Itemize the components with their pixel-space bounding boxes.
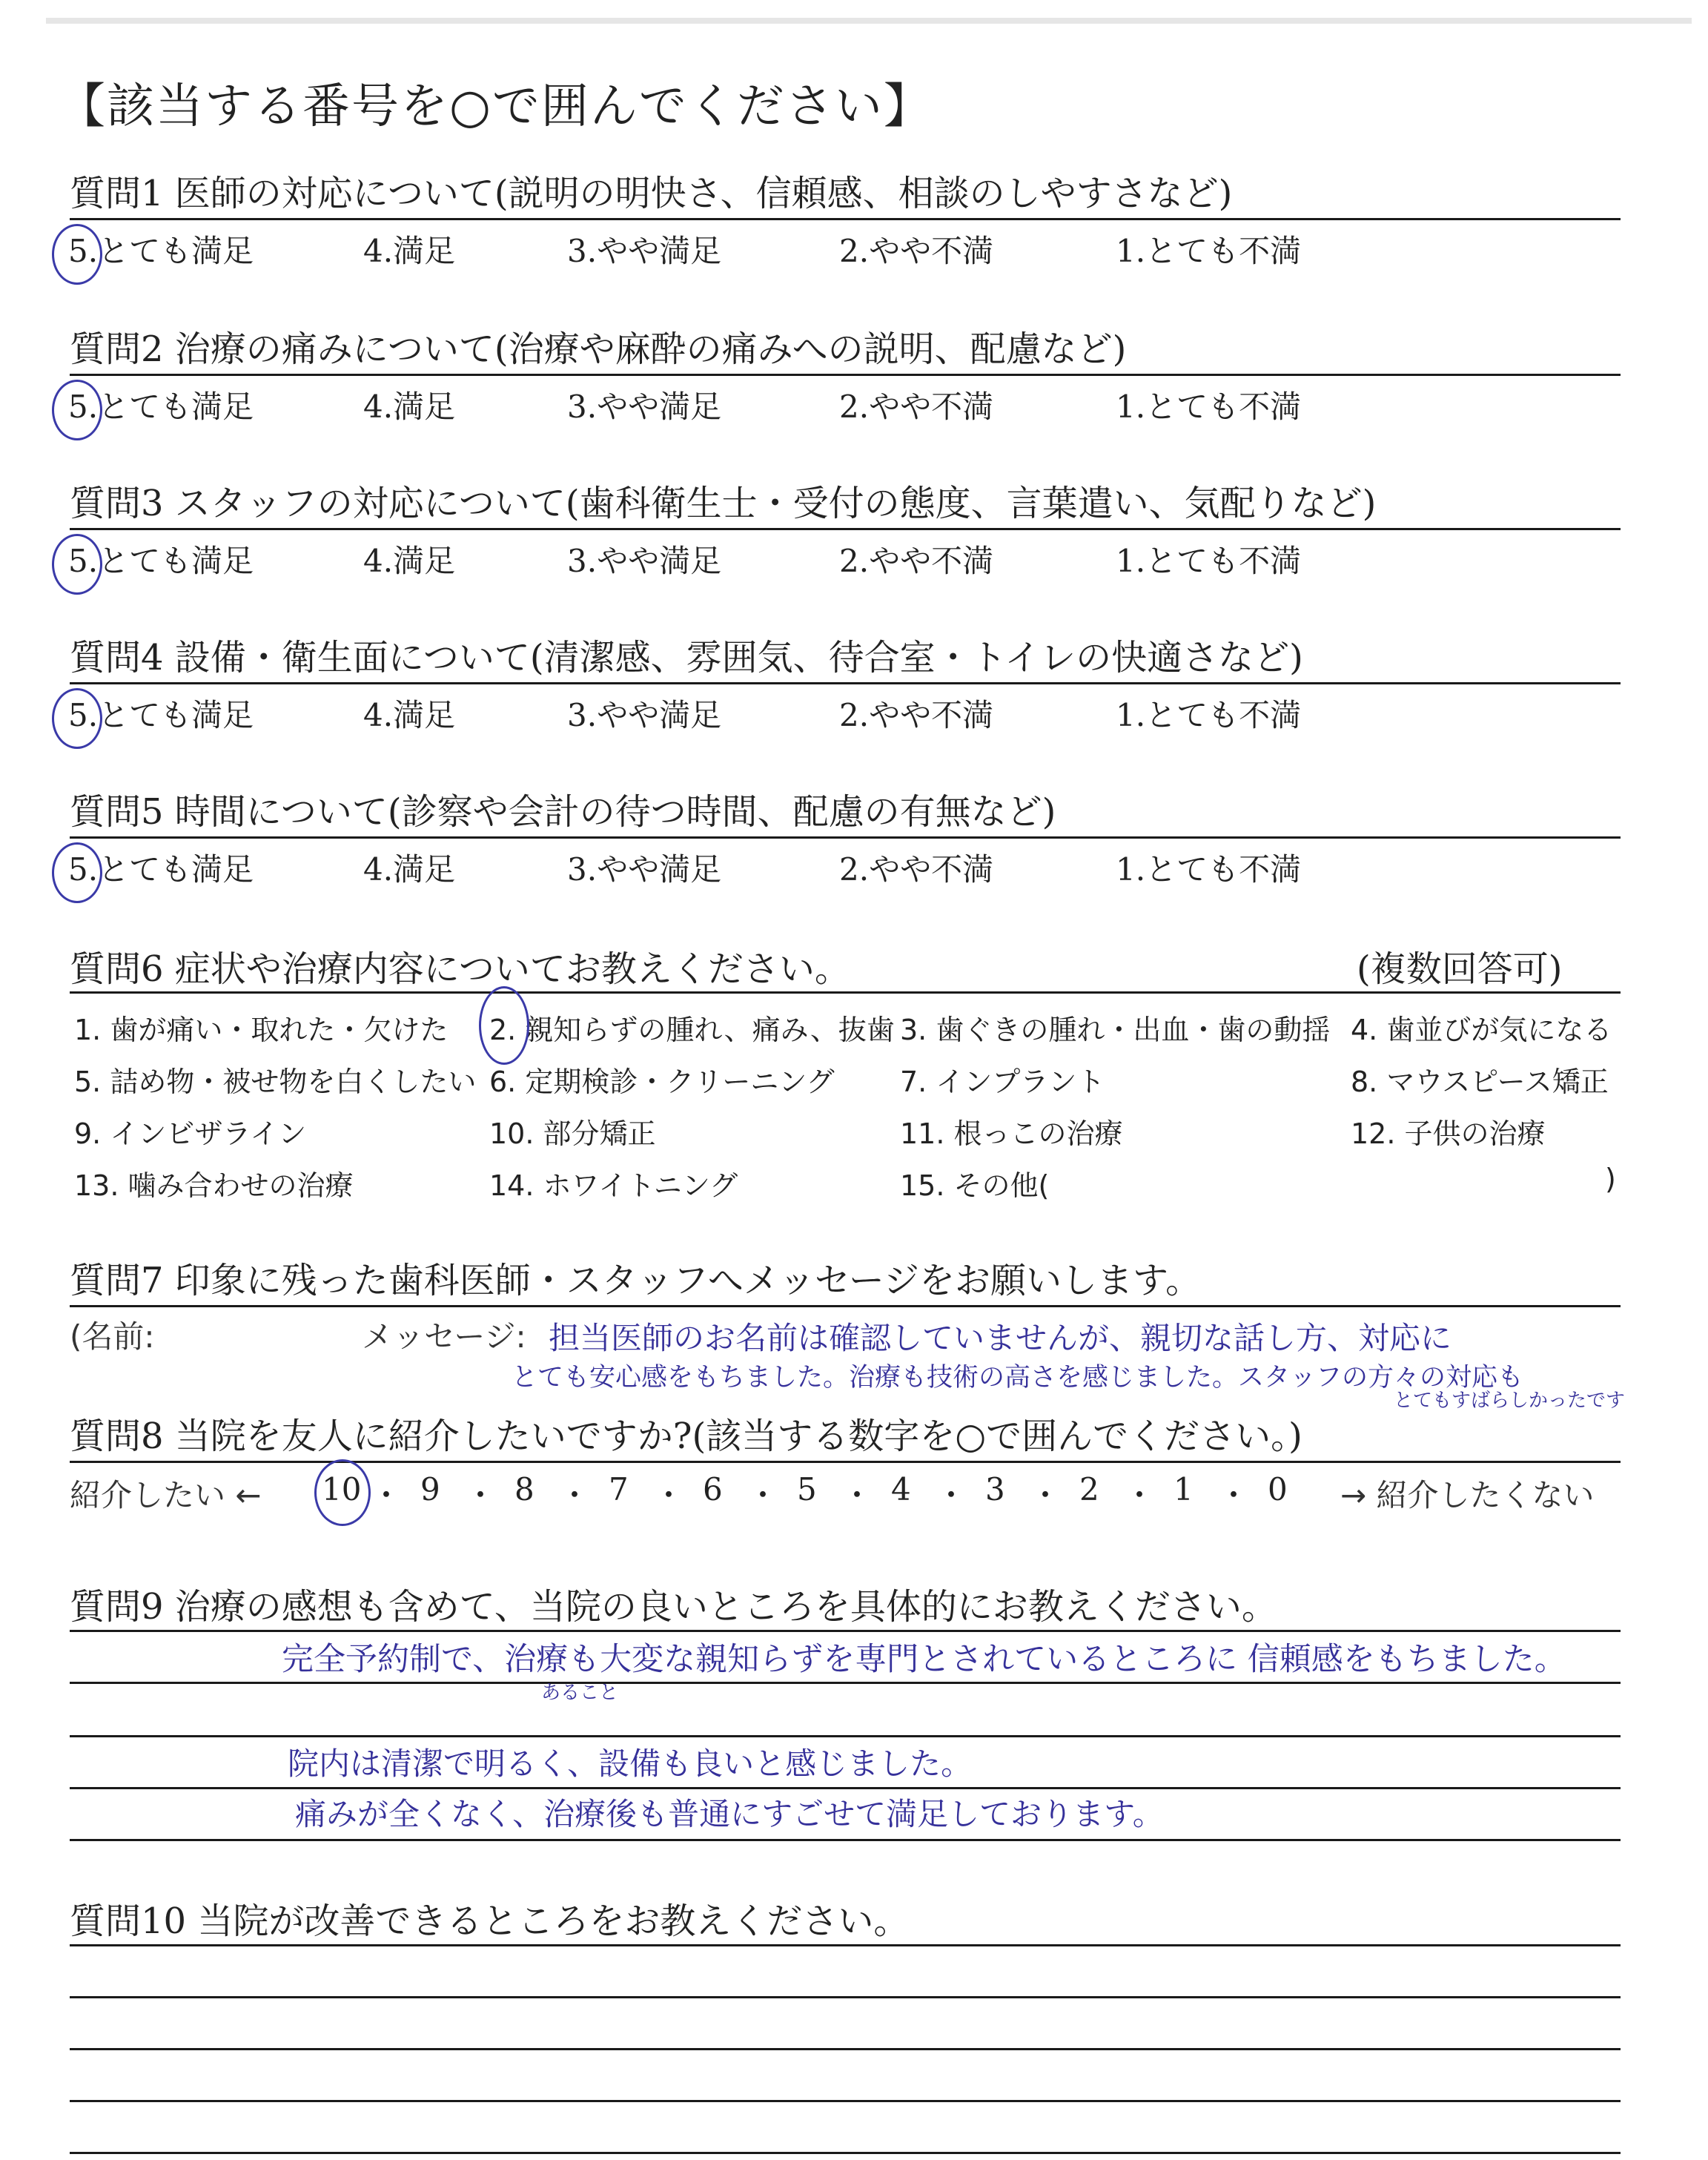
q6-option-6[interactable]: 6. 定期検診・クリーニング — [489, 1066, 835, 1098]
q9-handwriting-insert: あること — [541, 1682, 619, 1704]
q1-option-1[interactable]: 1.とても不満 — [1116, 233, 1302, 269]
q10-rule-3 — [70, 2048, 1621, 2050]
q6-option-13[interactable]: 13. 噛み合わせの治療 — [74, 1169, 354, 1202]
q5-rule — [70, 836, 1621, 839]
q9-rule-2 — [70, 1682, 1621, 1684]
q8-rule — [70, 1461, 1621, 1463]
q1-option-4[interactable]: 4.満足 — [363, 233, 456, 269]
q3-option-4[interactable]: 4.満足 — [363, 543, 456, 579]
q8-separator: ・ — [1030, 1477, 1062, 1513]
q3-option-2[interactable]: 2.やや不満 — [839, 543, 994, 579]
q4-option-3[interactable]: 3.やや満足 — [567, 697, 722, 733]
q8-number-1[interactable]: 1 — [1174, 1471, 1194, 1507]
q7-rule — [70, 1305, 1621, 1307]
q4-option-4[interactable]: 4.満足 — [363, 697, 456, 733]
q6-option-8[interactable]: 8. マウスピース矯正 — [1351, 1066, 1609, 1098]
q4-answer-circle — [52, 688, 102, 749]
q9-rule-1 — [70, 1630, 1621, 1632]
q8-separator: ・ — [936, 1477, 967, 1513]
q1-option-5[interactable]: 5.とても満足 — [68, 233, 254, 269]
q10-rule-1 — [70, 1944, 1621, 1946]
q4-rule — [70, 682, 1621, 684]
q8-separator: ・ — [371, 1477, 403, 1513]
q2-option-5[interactable]: 5.とても満足 — [68, 389, 254, 425]
q8-right-label: → 紹介したくない — [1340, 1477, 1595, 1513]
q2-option-2[interactable]: 2.やや不満 — [839, 389, 994, 425]
q8-heading: 質問8 当院を友人に紹介したいですか?(該当する数字を○で囲んでください。) — [70, 1416, 1302, 1457]
q9-rule-3 — [70, 1735, 1621, 1737]
q8-separator: ・ — [465, 1477, 497, 1513]
q6-option-10[interactable]: 10. 部分矯正 — [489, 1117, 656, 1150]
q7-name-label: (名前: — [70, 1318, 155, 1355]
q2-option-1[interactable]: 1.とても不満 — [1116, 389, 1302, 425]
q8-number-5[interactable]: 5 — [797, 1471, 817, 1507]
q8-number-10[interactable]: 10 — [322, 1471, 362, 1507]
q4-heading: 質問4 設備・衛生面について(清潔感、雰囲気、待合室・トイレの快適さなど) — [70, 637, 1303, 678]
q1-rule — [70, 218, 1621, 220]
q3-heading: 質問3 スタッフの対応について(歯科衛生士・受付の態度、言葉遣い、気配りなど) — [70, 483, 1377, 524]
q2-option-3[interactable]: 3.やや満足 — [567, 389, 722, 425]
q6-option-11[interactable]: 11. 根っこの治療 — [900, 1117, 1123, 1150]
q5-option-4[interactable]: 4.満足 — [363, 851, 456, 888]
q6-option-5[interactable]: 5. 詰め物・被せ物を白くしたい — [74, 1066, 477, 1098]
q3-option-3[interactable]: 3.やや満足 — [567, 543, 722, 579]
q6-option-14[interactable]: 14. ホワイトニング — [489, 1169, 738, 1202]
q8-number-4[interactable]: 4 — [891, 1471, 911, 1507]
q1-option-3[interactable]: 3.やや満足 — [567, 233, 722, 269]
q5-option-3[interactable]: 3.やや満足 — [567, 851, 722, 888]
q8-separator: ・ — [1218, 1477, 1250, 1513]
q6-option-9[interactable]: 9. インビザライン — [74, 1117, 307, 1150]
q3-option-5[interactable]: 5.とても満足 — [68, 543, 254, 579]
q9-handwriting-line-2: 院内は清潔で明るく、設備も良いと感じました。 — [288, 1745, 973, 1782]
q8-number-8[interactable]: 8 — [514, 1471, 534, 1507]
q4-option-1[interactable]: 1.とても不満 — [1116, 697, 1302, 733]
q9-rule-4 — [70, 1787, 1621, 1789]
q10-rule-4 — [70, 2100, 1621, 2102]
q2-option-4[interactable]: 4.満足 — [363, 389, 456, 425]
q3-option-1[interactable]: 1.とても不満 — [1116, 543, 1302, 579]
q10-rule-2 — [70, 1996, 1621, 1998]
q9-handwriting-line-1: 完全予約制で、治療も大変な親知らずを専門とされているところに 信頼感をもちました。 — [282, 1641, 1566, 1678]
q3-rule — [70, 528, 1621, 530]
q6-answer-circle-2 — [479, 986, 529, 1065]
q8-number-3[interactable]: 3 — [985, 1471, 1005, 1507]
q2-heading: 質問2 治療の痛みについて(治療や麻酔の痛みへの説明、配慮など) — [70, 328, 1127, 370]
q6-option-15[interactable]: 15. その他( — [900, 1169, 1050, 1202]
q7-handwriting-line-2: とても安心感をもちました。治療も技術の高さを感じました。スタッフの方々の対応も — [512, 1363, 1524, 1393]
q6-heading: 質問6 症状や治療内容についてお教えください。 — [70, 948, 850, 990]
q10-heading: 質問10 当院が改善できるところをお教えください。 — [70, 1900, 910, 1942]
q8-number-9[interactable]: 9 — [420, 1471, 440, 1507]
q7-message-label: メッセージ: — [362, 1318, 526, 1355]
q8-separator: ・ — [841, 1477, 873, 1513]
q6-option-3[interactable]: 3. 歯ぐきの腫れ・出血・歯の動揺 — [900, 1014, 1331, 1046]
q1-option-2[interactable]: 2.やや不満 — [839, 233, 994, 269]
q5-option-1[interactable]: 1.とても不満 — [1116, 851, 1302, 888]
q10-rule-5 — [70, 2152, 1621, 2154]
q8-answer-circle — [314, 1459, 371, 1526]
q5-heading: 質問5 時間について(診察や会計の待つ時間、配慮の有無など) — [70, 791, 1056, 833]
q9-handwriting-line-3: 痛みが全くなく、治療後も普通にすごせて満足しております。 — [295, 1796, 1164, 1832]
q8-separator: ・ — [653, 1477, 685, 1513]
q2-answer-circle — [52, 380, 102, 440]
q8-number-6[interactable]: 6 — [703, 1471, 723, 1507]
q6-option-12[interactable]: 12. 子供の治療 — [1351, 1117, 1546, 1150]
q8-number-2[interactable]: 2 — [1079, 1471, 1099, 1507]
q8-left-label: 紹介したい ← — [70, 1477, 262, 1513]
q6-option-4[interactable]: 4. 歯並びが気になる — [1351, 1014, 1612, 1046]
q9-heading: 質問9 治療の感想も含めて、当院の良いところを具体的にお教えください。 — [70, 1586, 1277, 1628]
q9-rule-5 — [70, 1839, 1621, 1841]
q8-separator: ・ — [747, 1477, 779, 1513]
q8-separator: ・ — [1124, 1477, 1156, 1513]
q4-option-2[interactable]: 2.やや不満 — [839, 697, 994, 733]
q5-answer-circle — [52, 842, 102, 903]
q6-option-1[interactable]: 1. 歯が痛い・取れた・欠けた — [74, 1014, 448, 1046]
q5-option-5[interactable]: 5.とても満足 — [68, 851, 254, 888]
scan-edge — [46, 18, 1692, 24]
q8-number-0[interactable]: 0 — [1268, 1471, 1288, 1507]
page-title: 【該当する番号を○で囲んでください】 — [58, 79, 933, 134]
q7-heading: 質問7 印象に残った歯科医師・スタッフへメッセージをお願いします。 — [70, 1260, 1202, 1301]
q2-rule — [70, 374, 1621, 376]
q5-option-2[interactable]: 2.やや不満 — [839, 851, 994, 888]
q4-option-5[interactable]: 5.とても満足 — [68, 697, 254, 733]
q6-note: (複数回答可) — [1357, 948, 1563, 990]
q7-handwriting-line-3: とてもすばらしかったです — [1394, 1390, 1626, 1412]
q6-option-2[interactable]: 2. 親知らずの腫れ、痛み、抜歯 — [489, 1014, 895, 1046]
q1-heading: 質問1 医師の対応について(説明の明快さ、信頼感、相談のしやすさなど) — [70, 173, 1233, 214]
q1-answer-circle — [52, 224, 102, 285]
q8-separator: ・ — [559, 1477, 591, 1513]
q8-number-7[interactable]: 7 — [609, 1471, 629, 1507]
q6-rule — [70, 991, 1621, 994]
q6-option-7[interactable]: 7. インプラント — [900, 1066, 1105, 1098]
q3-answer-circle — [52, 534, 102, 595]
q6-other-close: ) — [1605, 1163, 1616, 1195]
q7-handwriting-line-1: 担当医師のお名前は確認していませんが、親切な話し方、対応に — [549, 1320, 1452, 1356]
